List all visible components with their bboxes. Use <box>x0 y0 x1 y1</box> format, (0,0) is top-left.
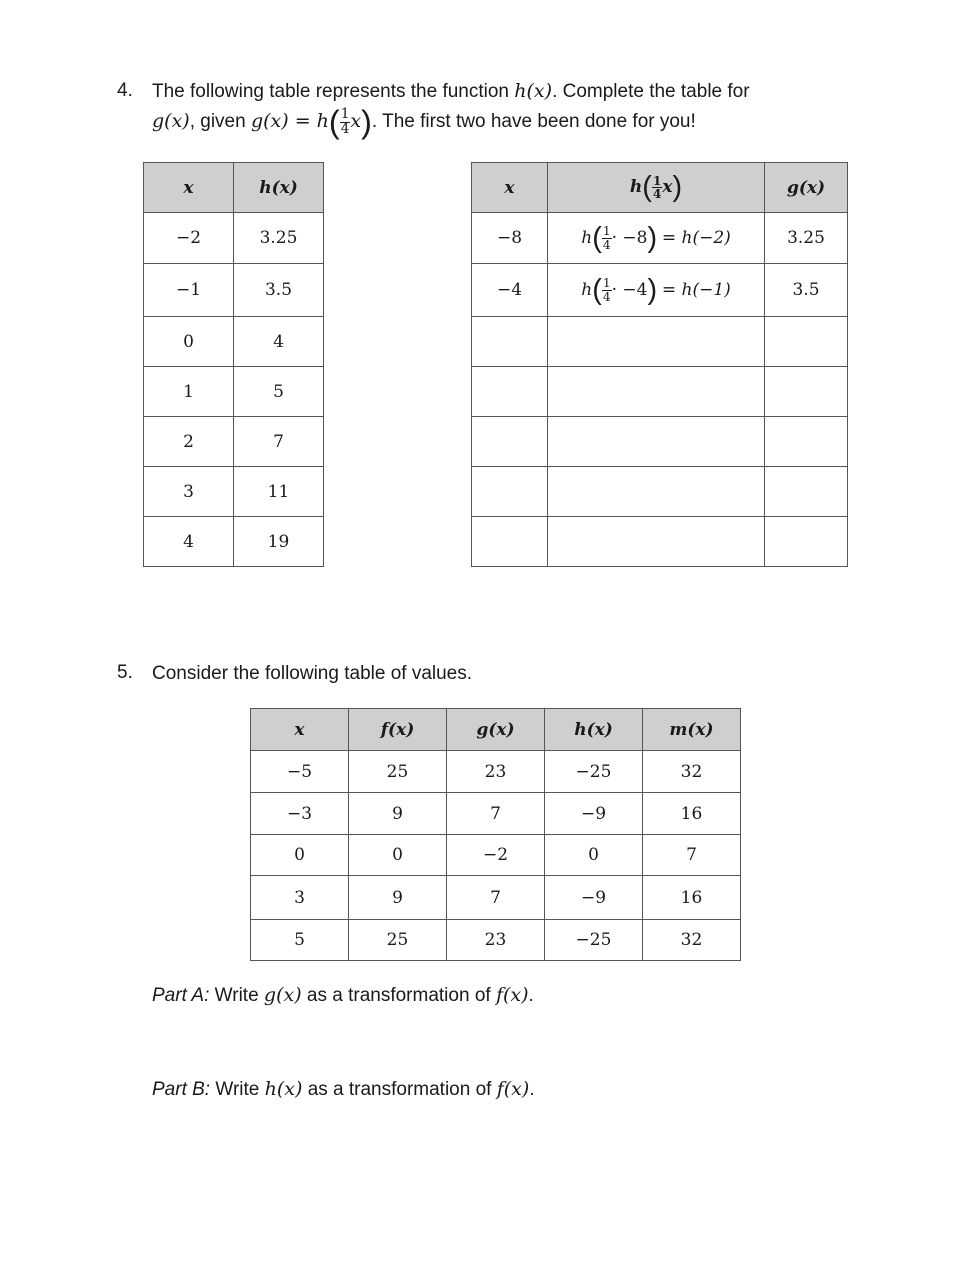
table-row: −5 25 23 −25 32 <box>251 751 741 793</box>
empty-cell[interactable] <box>765 317 848 367</box>
table-row: 3 9 7 −9 16 <box>251 876 741 920</box>
question-5-text: Consider the following table of values. <box>152 663 473 684</box>
header-x: x <box>251 709 349 751</box>
empty-cell[interactable] <box>765 467 848 517</box>
question-5-number: 5. <box>117 662 133 683</box>
empty-cell[interactable] <box>472 517 548 567</box>
empty-row <box>472 417 848 467</box>
values-table <box>250 708 741 961</box>
header-x: x <box>472 163 548 213</box>
header-x: x <box>144 163 234 213</box>
empty-cell[interactable] <box>765 367 848 417</box>
table-row: 4 19 <box>144 517 324 567</box>
empty-cell[interactable] <box>765 417 848 467</box>
header-h-of-x: h(x) <box>545 709 643 751</box>
header-f-of-x: f(x) <box>349 709 447 751</box>
header-h-of-x: h(x) <box>234 163 324 213</box>
equation-lhs: g(x) = h <box>250 110 329 133</box>
fraction-one-quarter: $\frac{1}{4}$ <box>340 105 350 137</box>
table-row: 2 7 <box>144 417 324 467</box>
empty-cell[interactable] <box>472 367 548 417</box>
empty-cell[interactable] <box>548 417 765 467</box>
question-4-number: 4. <box>117 80 133 101</box>
fn-h-of-x: h(x) <box>514 80 553 102</box>
empty-cell[interactable] <box>548 467 765 517</box>
header-m-of-x: m(x) <box>643 709 741 751</box>
worked-example-cell: h( $\frac{1}{4}$ · −4) = h(−1) <box>548 264 765 317</box>
empty-cell[interactable] <box>548 367 765 417</box>
table-row: −2 3.25 <box>144 213 324 264</box>
empty-cell[interactable] <box>548 517 765 567</box>
empty-cell[interactable] <box>472 467 548 517</box>
empty-cell[interactable] <box>472 317 548 367</box>
header-g-of-x: g(x) <box>765 163 848 213</box>
empty-row <box>472 517 848 567</box>
empty-row <box>472 367 848 417</box>
empty-cell[interactable] <box>548 317 765 367</box>
table-row: −4 h( $\frac{1}{4}$ · −4) = h(−1) 3.5 <box>472 264 848 317</box>
table-row: 5 25 23 −25 32 <box>251 920 741 961</box>
part-a-prompt: Part A: Write g(x) as a transformation of f(x). <box>152 984 534 1006</box>
h-table <box>143 162 324 567</box>
g-table <box>471 162 848 567</box>
table-row: 0 0 −2 0 7 <box>251 835 741 876</box>
header-g-of-x: g(x) <box>447 709 545 751</box>
table-row: 0 4 <box>144 317 324 367</box>
table-row: 3 11 <box>144 467 324 517</box>
question-4-line-1: The following table represents the function h(x). Complete the table for <box>152 80 750 102</box>
empty-cell[interactable] <box>472 417 548 467</box>
worked-example-cell: h( $\frac{1}{4}$ · −8) = h(−2) <box>548 213 765 264</box>
empty-cell[interactable] <box>765 517 848 567</box>
empty-row <box>472 467 848 517</box>
table-row: −3 9 7 −9 16 <box>251 793 741 835</box>
table-row: −8 h( $\frac{1}{4}$ · −8) = h(−2) 3.25 <box>472 213 848 264</box>
fn-g-of-x: g(x) <box>152 110 190 133</box>
question-4-text <box>152 77 872 138</box>
table-row: −1 3.5 <box>144 264 324 317</box>
header-h-quarter-x: h( $\frac{1}{4}$ x) <box>548 163 765 213</box>
part-b-prompt: Part B: Write h(x) as a transformation of f(x). <box>152 1078 535 1100</box>
table-row: 1 5 <box>144 367 324 417</box>
question-4-line-2: g(x), given g(x) = h( $\frac{1}{4}$ x). The first two have been done for you! <box>152 104 696 140</box>
empty-row <box>472 317 848 367</box>
